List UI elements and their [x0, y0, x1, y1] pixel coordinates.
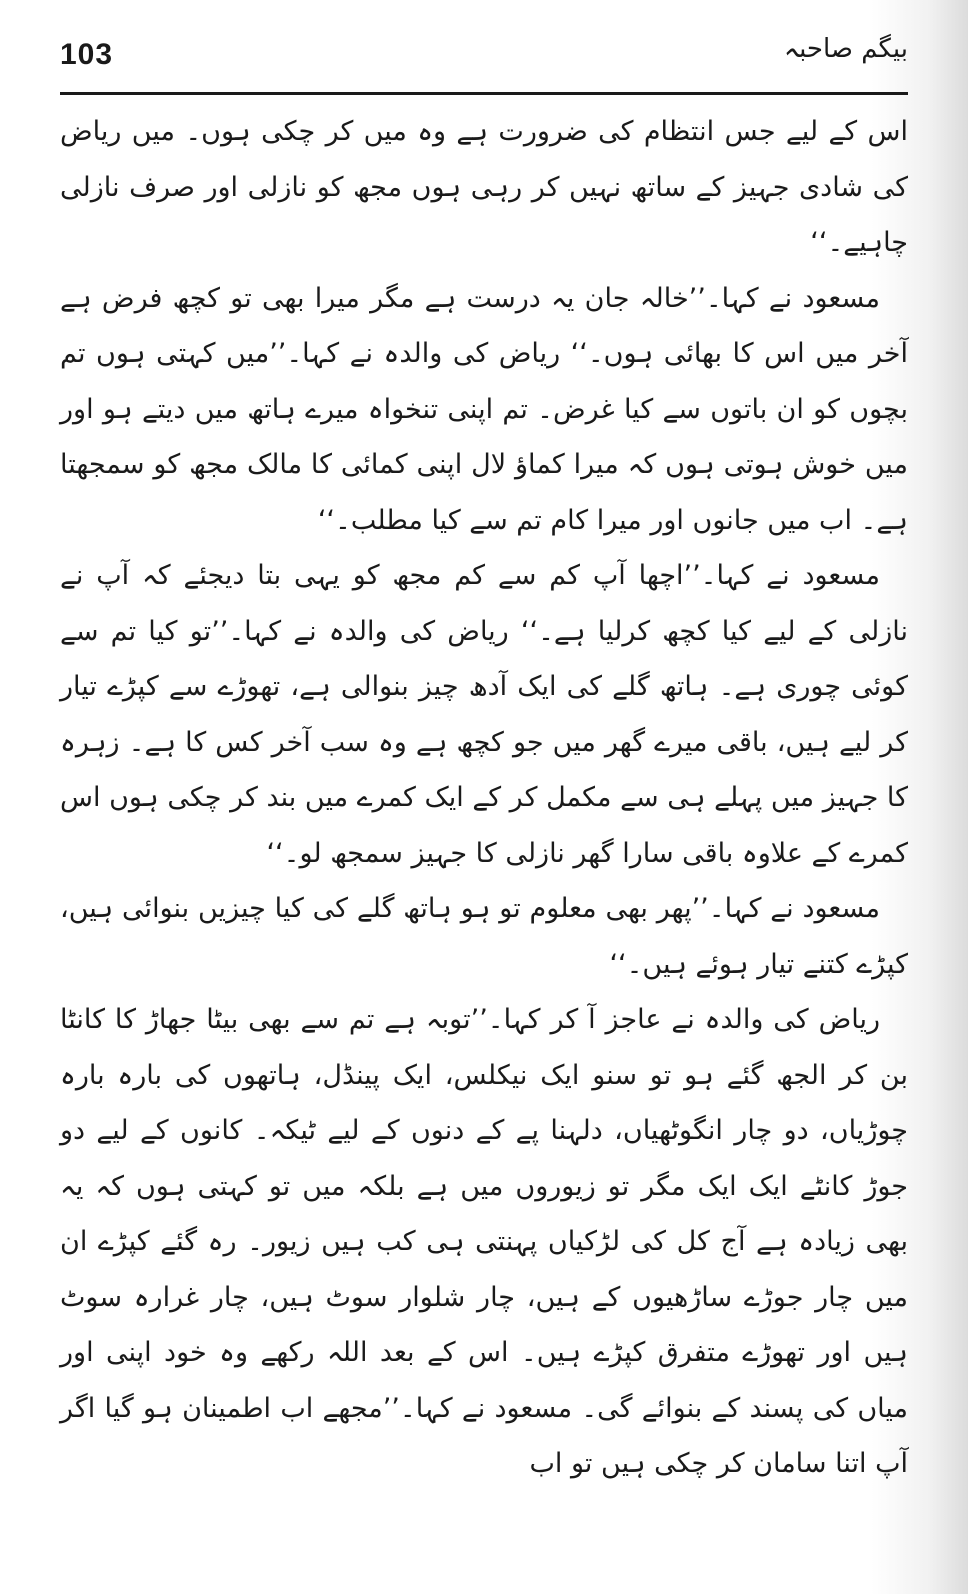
header-divider	[60, 92, 908, 95]
running-title: بیگم صاحبہ	[783, 34, 908, 64]
paragraph-4: مسعود نے کہا۔’’پھر بھی معلوم تو ہو ہاتھ گلے کی کیا چیزیں بنوائی ہیں، کپڑے کتنے تیار ہوئے ہیں۔‘‘	[60, 893, 908, 980]
page-number: 103	[60, 38, 114, 71]
paragraph-2: مسعود نے کہا۔’’خالہ جان یہ درست ہے مگر میرا بھی تو کچھ فرض ہے آخر میں اس کا بھائی ہوں۔‘‘ ریاض کی والدہ نے کہا۔’’میں کہتی ہوں تم بچوں کو ان باتوں سے کیا غرض۔ تم اپنی تنخواہ میرے ہاتھ میں دیتے ہو اور میں خوش ہوتی ہوں کہ میرا کماؤ لال اپنی کمائی کا مالک مجھ کو سمجھتا ہے۔ اب میں جانوں اور میرا کام تم سے کیا مطلب۔‘‘	[60, 282, 908, 536]
paragraph-5: ریاض کی والدہ نے عاجز آ کر کہا۔’’توبہ ہے تم سے بھی بیٹا جھاڑ کا کانٹا بن کر الجھ گئے ہو تو سنو ایک نیکلس، ایک پینڈل، ہاتھوں کی بارہ بارہ چوڑیاں، دو چار انگوٹھیاں، دلہنا پے کے دنوں کے لیے ٹیکہ۔ کانوں کے لیے دو جوڑ کانٹے ایک ایک مگر تو زیوروں میں ہے بلکہ میں تو کہتی ہوں کہ یہ بھی زیادہ ہے آج کل کی لڑکیاں پہنتی ہی کب ہیں زیور۔ رہ گئے کپڑے ان میں چار جوڑے ساڑھیوں کے ہیں، چار شلوار سوٹ ہیں، چار غرارہ سوٹ ہیں اور تھوڑے متفرق کپڑے ہیں۔ اس کے بعد اللہ رکھے وہ خود اپنی اور میاں کی پسند کے بنوائے گی۔ مسعود نے کہا۔’’مجھے اب اطمینان ہو گیا اگر آپ اتنا سامان کر چکی ہیں تو اب	[60, 1004, 908, 1479]
page-header	[60, 30, 908, 90]
body-text	[60, 104, 908, 1492]
paragraph-3: مسعود نے کہا۔’’اچھا آپ کم سے کم مجھ کو یہی بتا دیجئے کہ آپ نے نازلی کے لیے کیا کچھ کرلیا ہے۔‘‘ ریاض کی والدہ نے کہا۔’’تو کیا تم سے کوئی چوری ہے۔ ہاتھ گلے کی ایک آدھ چیز بنوالی ہے، تھوڑے سے کپڑے تیار کر لیے ہیں، باقی میرے گھر میں جو کچھ ہے وہ سب آخر کس کا ہے۔ زہرہ کا جہیز میں پہلے ہی سے مکمل کر کے ایک کمرے میں بند کر چکی ہوں اس کمرے کے علاوہ باقی سارا گھر نازلی کا جہیز سمجھ لو۔‘‘	[60, 560, 908, 869]
paragraph-1: اس کے لیے جس انتظام کی ضرورت ہے وہ میں کر چکی ہوں۔ میں ریاض کی شادی جہیز کے ساتھ نہیں کر رہی ہوں مجھ کو نازلی اور صرف نازلی چاہیے۔‘‘	[60, 116, 908, 258]
